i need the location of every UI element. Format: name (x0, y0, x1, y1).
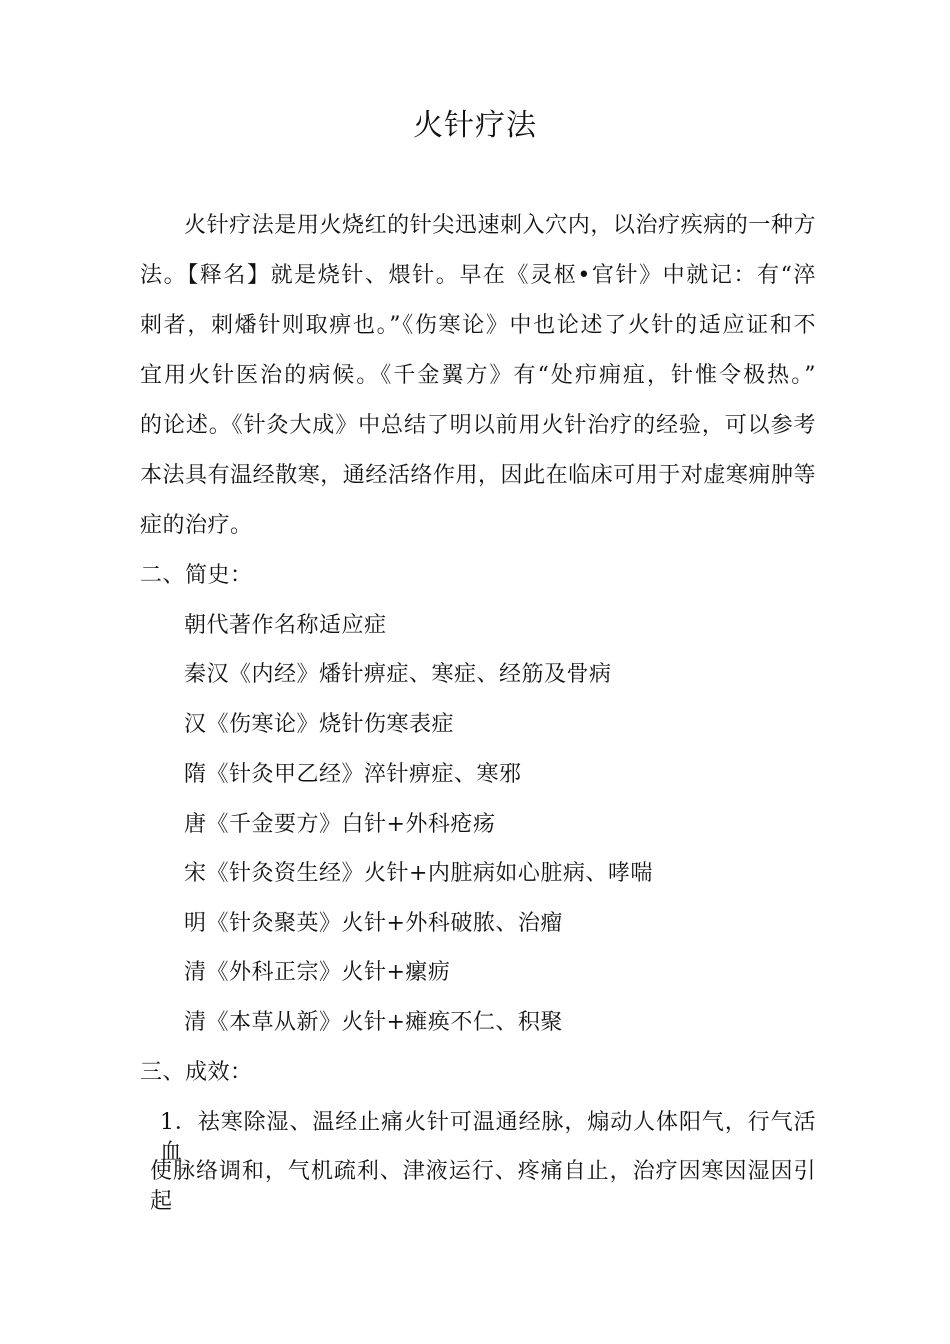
history-row: 唐《千金要方》白针+外科疮疡 (184, 812, 496, 837)
intro-line-5: 的论述。《针灸大成》中总结了明以前用火针治疗的经验，可以参考 (140, 413, 816, 438)
history-header-row: 朝代著作名称适应症 (184, 613, 387, 638)
section-3-heading: 三、成效： (140, 1060, 253, 1085)
history-row: 秦汉《内经》燔针痹症、寒症、经筋及骨病 (184, 662, 612, 687)
history-row: 清《外科正宗》火针+瘰疬 (184, 960, 451, 985)
effect-item-1-line-1: 1．祛寒除湿、温经止痛火针可温通经脉，煽动人体阳气，行气活血 (160, 1110, 816, 1165)
intro-line-3: 刺者，刺燔针则取痹也。”《伤寒论》中也论述了火针的适应证和不 (140, 313, 816, 338)
history-row: 明《针灸聚英》火针+外科破脓、治瘤 (184, 911, 563, 936)
intro-line-7: 症的治疗。 (140, 513, 253, 538)
intro-line-6: 本法具有温经散寒，通经活络作用，因此在临床可用于对虚寒痈肿等 (140, 463, 816, 488)
intro-line-2: 法。【释名】就是烧针、煨针。早在《灵枢•官针》中就记：有“淬 (140, 263, 816, 288)
history-row: 汉《伤寒论》烧针伤寒表症 (184, 712, 455, 737)
history-row: 宋《针灸资生经》火针+内脏病如心脏病、哮喘 (184, 861, 653, 886)
section-2-heading: 二、简史： (140, 563, 253, 588)
history-row: 隋《针灸甲乙经》淬针痹症、寒邪 (184, 762, 522, 787)
effect-item-1-line-2: 使脉络调和，气机疏利、津液运行、疼痛自止，治疗因寒因湿因引起 (150, 1159, 816, 1214)
intro-line-1: 火针疗法是用火烧红的针尖迅速刺入穴内，以治疗疾病的一种方 (184, 213, 816, 238)
intro-line-4: 宜用火针医治的病候。《千金翼方》有“处疖痈疽，针惟令极热。” (140, 363, 816, 388)
history-row: 清《本草从新》火针+瘫痪不仁、积聚 (184, 1010, 563, 1035)
page-title: 火针疗法 (413, 108, 537, 143)
